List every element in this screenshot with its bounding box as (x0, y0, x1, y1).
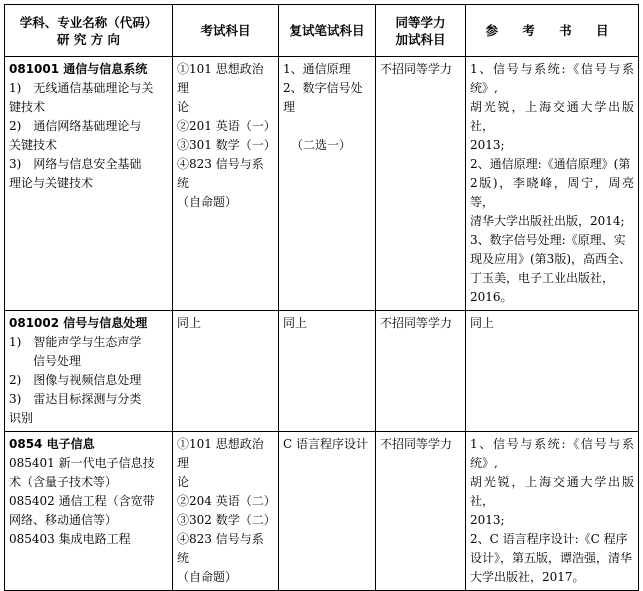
reference-book-line: 胡光锐，上海交通大学出版社， (470, 100, 634, 133)
exam-subjects-cell (173, 432, 279, 591)
research-direction: 关键技术 (9, 138, 58, 152)
research-direction: 1) 无线通信基础理论与关 (9, 81, 154, 95)
major-cell (5, 311, 173, 432)
header-equivalent-line2: 加试科目 (395, 31, 446, 47)
reference-book-line: 2、通信原理:《通信原理》(第 (470, 157, 631, 171)
table-row (5, 432, 639, 591)
header-books (466, 5, 639, 57)
reference-book-line: 1、信号与系统:《信号与系统》, (470, 437, 634, 470)
header-exams: 考试科目 (173, 5, 279, 57)
research-direction: 3) 网络与信息安全基础 (9, 157, 142, 171)
research-direction: 3) 雷达目标探测与分类 (9, 392, 142, 406)
header-major-line1: 学科、专业名称（代码） (19, 14, 158, 30)
exam-subjects-cell (173, 57, 279, 311)
exam-subject: ②204 英语（二） (177, 494, 276, 508)
reference-book-line: 设计》，第五版，谭浩强，清华 (470, 551, 633, 565)
equivalent-subject: 不招同等学力 (380, 316, 453, 330)
reference-book-line: 2016。 (470, 290, 513, 304)
books-cell (466, 311, 639, 432)
exam-subject: ④823 信号与系统 (177, 157, 264, 190)
reference-book-line: 同上 (470, 316, 495, 330)
reference-book-line: 2013; (470, 138, 505, 152)
retest-subjects-cell (279, 432, 376, 591)
reference-book-line: 2版)，李晓峰，周宁，周亮等， (470, 176, 634, 209)
exam-subject: ③301 数学（一） (177, 138, 276, 152)
retest-subject (283, 117, 371, 136)
exam-subject: ②201 英语（一） (177, 119, 276, 133)
exam-subject: ③302 数学（二） (177, 513, 276, 527)
research-direction: 信号处理 (9, 354, 82, 368)
books-cell (466, 57, 639, 311)
reference-book-line: 2、C 语言程序设计:《C 程序 (470, 532, 628, 546)
major-name: 081001 通信与信息系统 (9, 62, 148, 76)
table-row (5, 311, 639, 432)
research-direction: 网络、移动通信等） (9, 513, 118, 527)
exam-subject: （自命题） (177, 195, 238, 209)
major-name: 0854 电子信息 (9, 437, 95, 451)
exam-subject: 论 (177, 100, 190, 114)
exam-subject: 论 (177, 475, 190, 489)
header-books-label: 参 考 书 目 (485, 23, 619, 38)
reference-book-line: 3、数字信号处理:《原理、实 (470, 233, 626, 247)
exam-subject: （自命题） (177, 570, 238, 584)
syllabus-table-container (4, 4, 638, 584)
retest-subject: C 语言程序设计 (283, 437, 368, 451)
header-retest: 复试笔试科目 (279, 5, 376, 57)
equivalent-subject: 不招同等学力 (380, 62, 453, 76)
retest-subject: 同上 (283, 316, 308, 330)
exam-subject: ①101 思想政治理 (177, 437, 264, 470)
retest-subject: （二选一） (291, 138, 352, 152)
reference-book-line: 大学出版社，2017。 (470, 570, 585, 584)
reference-book-line: 丁玉美，电子工业出版社， (470, 271, 615, 285)
research-direction: 识别 (9, 411, 34, 425)
research-direction: 1) 智能声学与生态声学 (9, 335, 142, 349)
research-direction: 术（含量子技术等） (9, 475, 118, 489)
research-direction: 085403 集成电路工程 (9, 532, 131, 546)
major-cell (5, 432, 173, 591)
retest-subjects-cell (279, 57, 376, 311)
header-major-line2: 研 究 方 向 (56, 31, 121, 47)
equivalent-cell (376, 432, 466, 591)
table-row (5, 57, 639, 311)
header-equivalent-line1: 同等学力 (395, 14, 446, 30)
research-direction: 理论与关键技术 (9, 176, 94, 190)
equivalent-cell (376, 311, 466, 432)
exam-subject: 同上 (177, 316, 202, 330)
exam-subject: ①101 思想政治理 (177, 62, 264, 95)
research-direction: 键技术 (9, 100, 46, 114)
retest-subjects-cell (279, 311, 376, 432)
header-row (5, 5, 639, 57)
reference-book-line: 2013; (470, 513, 505, 527)
equivalent-cell (376, 57, 466, 311)
major-cell (5, 57, 173, 311)
equivalent-subject: 不招同等学力 (380, 437, 453, 451)
books-cell (466, 432, 639, 591)
reference-book-line: 清华大学出版社出版，2014; (470, 214, 625, 228)
exam-subjects-cell (173, 311, 279, 432)
reference-book-line: 胡光锐，上海交通大学出版社， (470, 475, 634, 508)
research-direction: 2) 图像与视频信息处理 (9, 373, 142, 387)
reference-book-line: 1、信号与系统:《信号与系统》, (470, 62, 634, 95)
reference-book-line: 现及应用》(第3版)，高西全、 (470, 252, 631, 266)
research-direction: 085402 通信工程（含宽带 (9, 494, 155, 508)
research-direction: 2) 通信网络基础理论与 (9, 119, 142, 133)
retest-subject: 1、通信原理 (283, 62, 351, 76)
research-direction: 085401 新一代电子信息技 (9, 456, 155, 470)
header-equivalent (376, 5, 466, 57)
header-major (5, 5, 173, 57)
major-name: 081002 信号与信息处理 (9, 316, 148, 330)
retest-subject: 2、数字信号处理 (283, 81, 363, 114)
exam-subject: ④823 信号与系统 (177, 532, 264, 565)
